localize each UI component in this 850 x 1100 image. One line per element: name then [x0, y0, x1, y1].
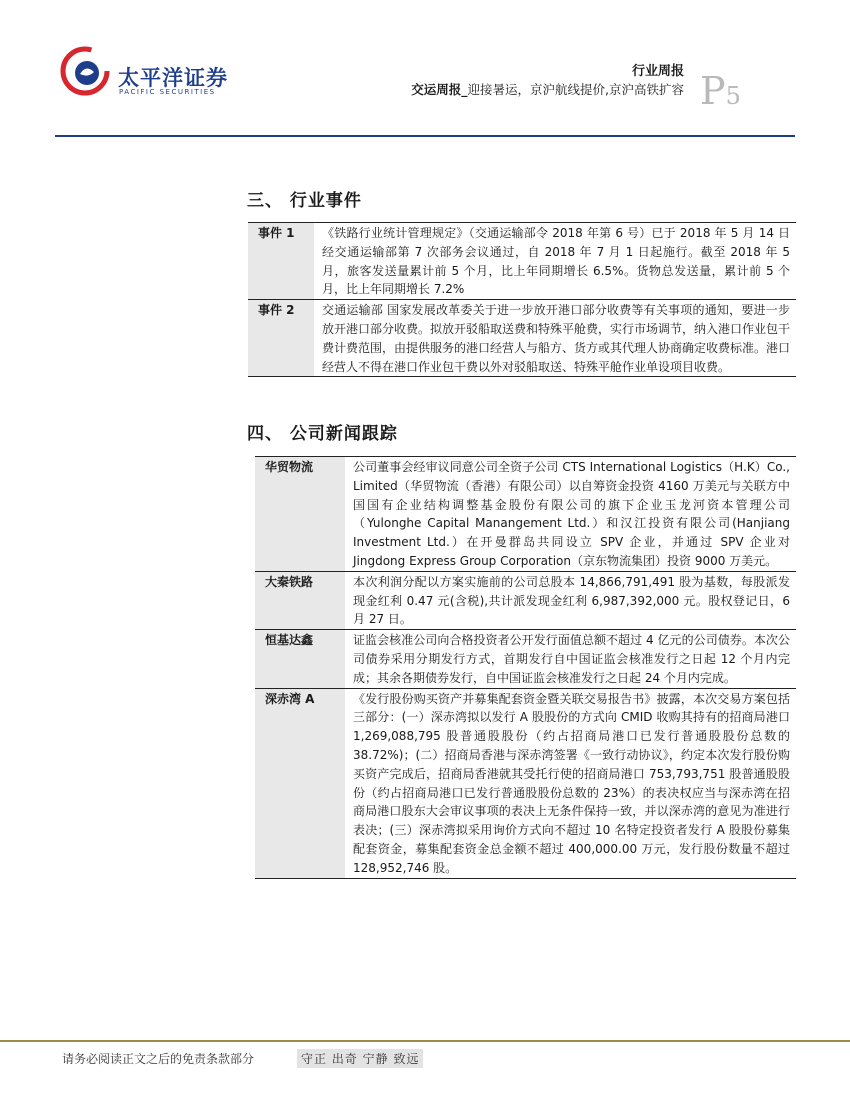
footer-disclaimer: 请务必阅读正文之后的免责条款部分	[62, 1052, 255, 1066]
company-label: 恒基达鑫	[255, 630, 345, 688]
event-label: 事件 1	[248, 223, 314, 300]
page-header	[0, 0, 850, 140]
brand-name-en: PACIFIC SECURITIES	[119, 88, 216, 96]
company-news-text: 公司董事会经审议同意公司全资子公司 CTS International Logistics（H.K）Co., Limited（华贸物流（香港）有限公司）以自筹资金投资 4160 万美元与关联方中国国有企业结构调整基金股份有限公司的旗下企业玉龙河资本管理公司（Yulonghe Capital Manangement Ltd.）和汉江投资有限公司(Hanjiang Investment Ltd.）在开曼群岛共同设立 SPV 企业，并通过 SPV 企业对 Jingdong Express Group Corporation（京东物流集团）投资 9000 万美元。	[345, 457, 796, 572]
section-title-industry-events: 三、 行业事件	[247, 191, 362, 211]
table-row	[248, 223, 796, 300]
table-row	[248, 300, 796, 377]
company-label: 大秦铁路	[255, 571, 345, 629]
event-text: 《铁路行业统计管理规定》（交通运输部令 2018 年第 6 号）已于 2018 年 5 月 14 日经交通运输部第 7 次部务会议通过，自 2018 年 7 月 1 日起施行。截至 2018 年 5 月，旅客发送量累计前 5 个月，比上年同期增长 6.5%。货物总发送量，累计前 5 个月，比上年同期增长 7.2%	[314, 223, 796, 300]
company-news-text: 《发行股份购买资产并募集配套资金暨关联交易报告书》披露，本次交易方案包括三部分：(一）深赤湾拟以发行 A 股股份的方式向 CMID 收购其持有的招商局港口 1,269,088,795 股普通股股份（约占招商局港口已发行普通股股份总数的 38.72%)；(二）招商局香港与深赤湾签署《一致行动协议》，约定本次发行股份购买资产完成后，招商局香港就其受托行使的招商局港口 753,793,751 股普通股股份（约占招商局港口已发行普通股股份总数的 23%）的表决权应当与深赤湾在招商局港口股东大会审议事项的表决上无条件保持一致，并以深赤湾的意见为准进行表决；(三）深赤湾拟采用询价方式向不超过 10 名特定投资者发行 A 股股份募集配套资金，募集配套资金总金额不超过 400,000.00 万元，发行股份数量不超过 128,952,746 股。	[345, 688, 796, 878]
company-news-text: 证监会核准公司向合格投资者公开发行面值总额不超过 4 亿元的公司债券。本次公司债券采用分期发行方式，首期发行自中国证监会核准发行之日起 12 个月内完成；其余各期债券发行，自中国证监会核准发行之日起 24 个月内完成。	[345, 630, 796, 688]
company-label: 深赤湾 A	[255, 688, 345, 878]
industry-events-table	[248, 222, 796, 377]
report-title-series: 交运周报_	[411, 82, 468, 97]
footer-motto: 守正 出奇 宁静 致远	[297, 1049, 423, 1068]
table-row	[255, 630, 796, 688]
header-divider	[55, 135, 795, 137]
company-news-text: 本次利润分配以方案实施前的公司总股本 14,866,791,491 股为基数，每股派发现金红利 0.47 元(含税),共计派发现金红利 6,987,392,000 元。股权登记日，6 月 27 日。	[345, 571, 796, 629]
event-label: 事件 2	[248, 300, 314, 377]
company-news-table	[255, 456, 796, 879]
pacific-securities-logo-icon	[60, 46, 110, 96]
report-title-subject: 迎接暑运，京沪航线提价,京沪高铁扩容	[467, 82, 684, 97]
table-row	[255, 571, 796, 629]
report-title	[411, 80, 684, 98]
page-number-letter: P	[700, 69, 726, 113]
table-row	[255, 688, 796, 878]
company-label: 华贸物流	[255, 457, 345, 572]
footer-divider	[0, 1040, 850, 1042]
table-row	[255, 457, 796, 572]
brand-name-cn: 太平洋证券	[118, 66, 228, 90]
event-text: 交通运输部 国家发展改革委关于进一步放开港口部分收费等有关事项的通知，要进一步放开港口部分收费。拟放开驳船取送费和特殊平舱费，实行市场调节，纳入港口作业包干费计费范围，由提供服务的港口经营人与船方、货方或其代理人协商确定收费标准。港口经营人不得在港口作业包干费以外对驳船取送、特殊平舱作业单设项目收费。	[314, 300, 796, 377]
page-number	[700, 69, 741, 113]
page-number-value: 5	[725, 82, 741, 110]
report-type: 行业周报	[631, 64, 684, 79]
section-title-company-news: 四、 公司新闻跟踪	[247, 424, 398, 444]
